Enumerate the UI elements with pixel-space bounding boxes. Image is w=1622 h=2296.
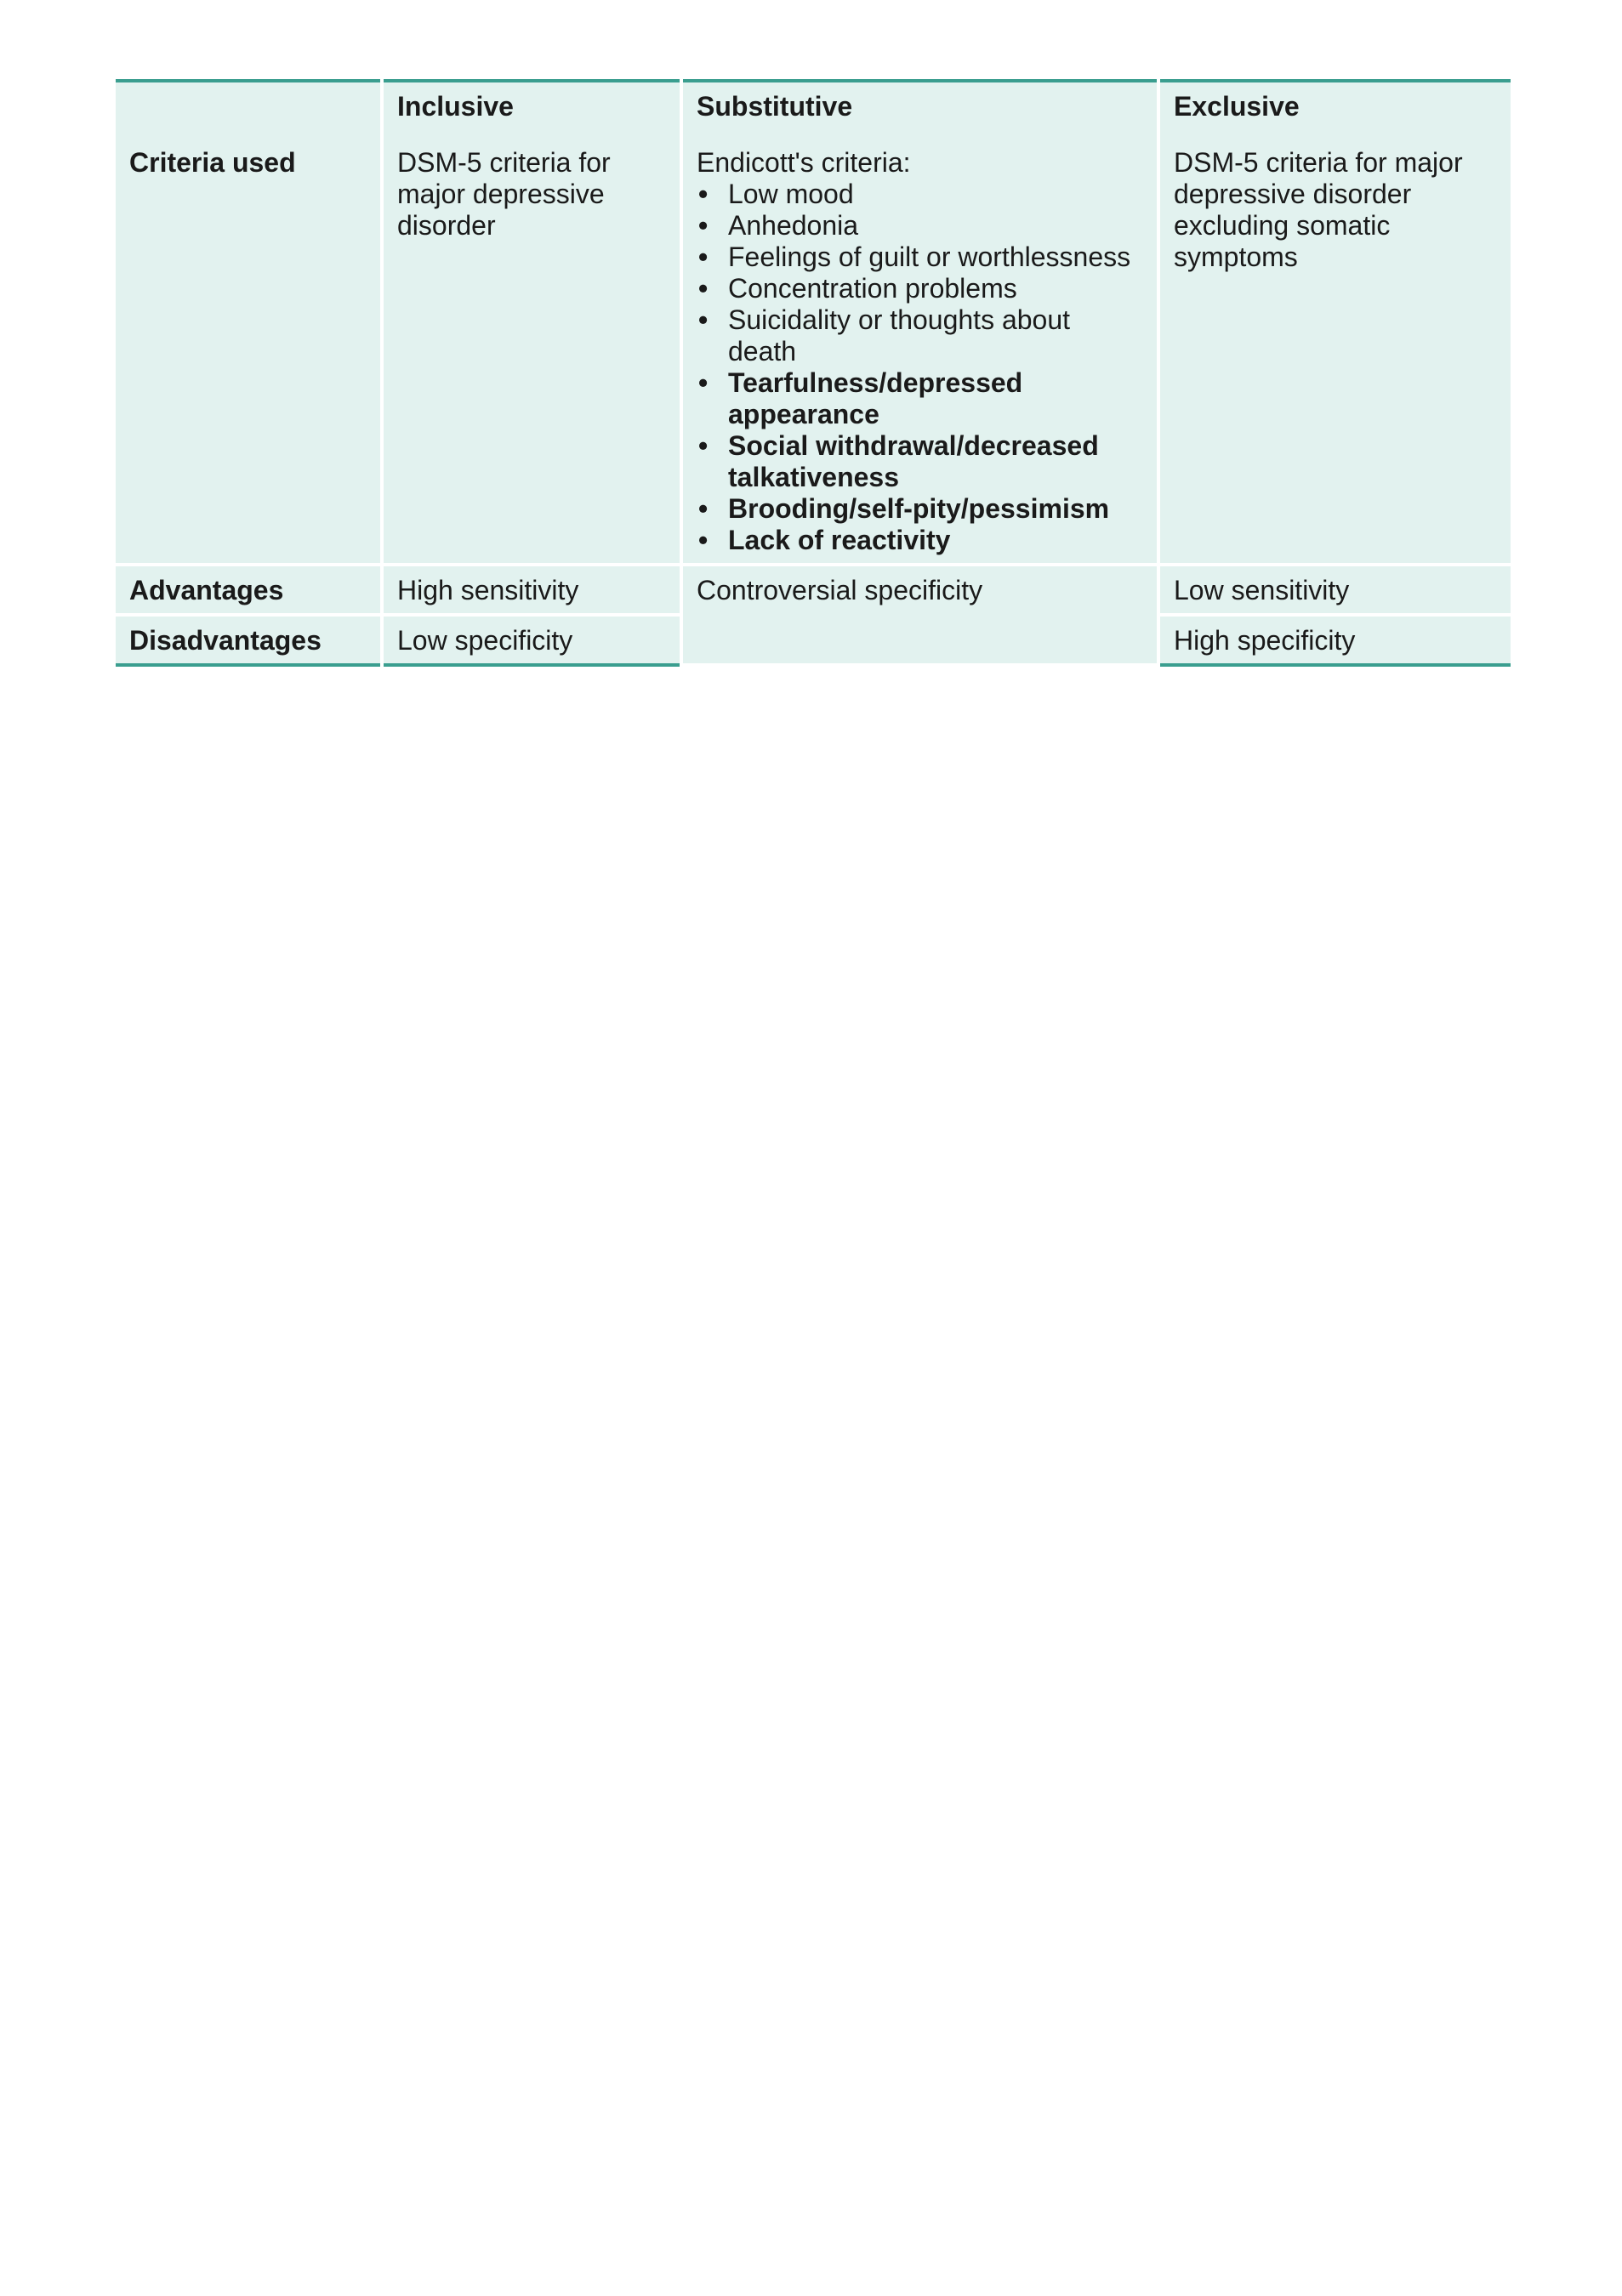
criteria-comparison-table [116,79,1511,667]
cell-criteria-exclusive: DSM-5 criteria for major depressive disorder excluding somatic symptoms [1158,135,1511,565]
endicott-criteria-list [697,179,1143,556]
cell-criteria-inclusive: DSM-5 criteria for major depressive disorder [382,135,681,565]
criteria-list-item: • Brooding/self-pity/pessimism [697,493,1143,525]
criteria-list-item: • Lack of reactivity [697,525,1143,556]
criteria-list-item: • Feelings of guilt or worthlessness [697,242,1143,273]
header-substitutive: Substitutive [681,81,1158,135]
criteria-list-item: • Suicidality or thoughts about death [697,304,1143,367]
row-label-disadvantages: Disadvantages [116,615,382,665]
table-row-advantages [116,565,1511,615]
criteria-list-item: • Tearfulness/depressed appearance [697,367,1143,430]
cell-criteria-substitutive [681,135,1158,565]
criteria-list-item: • Social withdrawal/decreased talkativeness [697,430,1143,493]
criteria-list-item: • Concentration problems [697,273,1143,304]
cell-advantages-inclusive: High sensitivity [382,565,681,615]
header-inclusive: Inclusive [382,81,681,135]
table-header-row [116,81,1511,135]
cell-substitutive-specificity: Controversial specificity [681,565,1158,665]
criteria-list-item: • Low mood [697,179,1143,210]
endicott-intro: Endicott's criteria: [697,147,911,178]
table-row-criteria [116,135,1511,565]
row-label-criteria: Criteria used [116,135,382,565]
cell-disadvantages-inclusive: Low specificity [382,615,681,665]
cell-advantages-exclusive: Low sensitivity [1158,565,1511,615]
row-label-advantages: Advantages [116,565,382,615]
cell-disadvantages-exclusive: High specificity [1158,615,1511,665]
criteria-list-item: • Anhedonia [697,210,1143,242]
header-exclusive: Exclusive [1158,81,1511,135]
header-empty-cell [116,81,382,135]
